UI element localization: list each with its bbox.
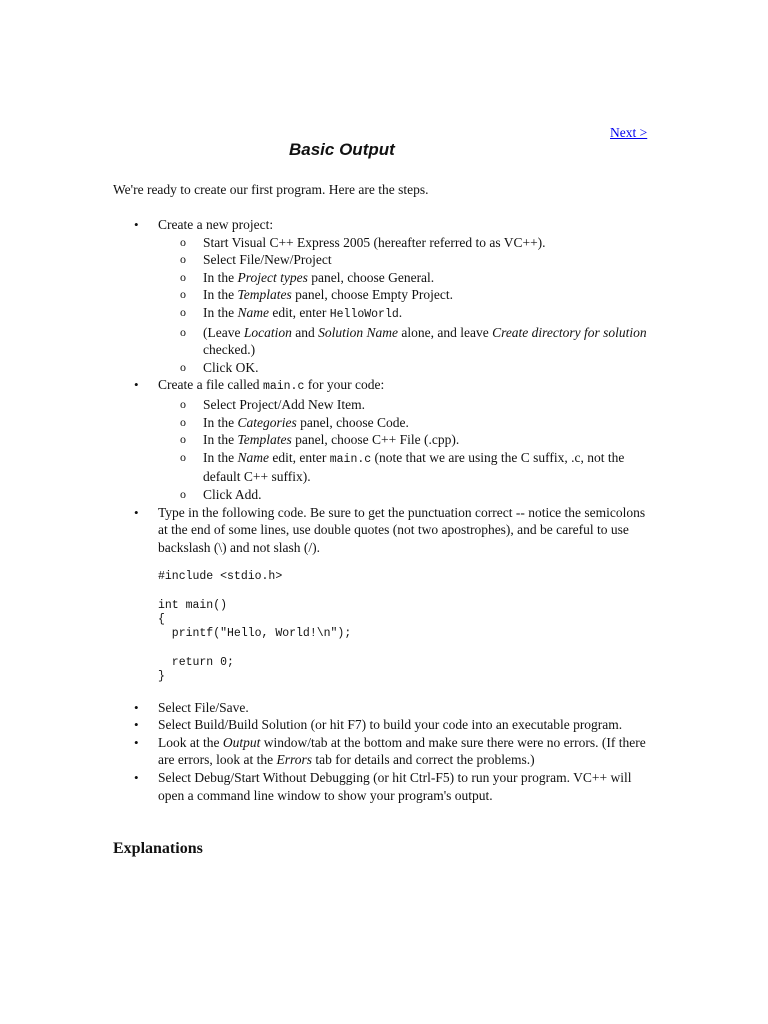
sub-item: o Select Project/Add New Item. — [158, 396, 658, 414]
text-span: Look at the — [158, 734, 223, 750]
sub-item — [158, 304, 658, 324]
list-item-save: • Select File/Save. — [113, 699, 658, 717]
sub-list — [158, 396, 658, 504]
text-span: for your code: — [304, 377, 385, 393]
text-span: panel, choose Code. — [296, 414, 409, 430]
sub-item — [158, 269, 658, 287]
sub-item — [158, 286, 658, 304]
text-span: (Leave — [203, 324, 244, 340]
text-span: (note that we are using the C suffix, .c, not the default C++ suffix). — [203, 449, 625, 485]
emphasis: Templates — [237, 432, 292, 448]
emphasis: Name — [237, 449, 269, 465]
text-span: In the — [203, 449, 238, 465]
inline-code: main.c — [262, 380, 305, 394]
step-text: Type in the following code. Be sure to get the punctuation correct -- notice the semicolons at the end of some lines, use double quotes (not two apostrophes), and be careful to use backslash (\) and not slash (/). — [158, 504, 646, 555]
sub-list — [158, 234, 658, 377]
sub-item — [158, 324, 658, 359]
text-span: In the — [203, 414, 238, 430]
emphasis: Templates — [237, 287, 292, 303]
emphasis: Solution Name — [318, 324, 398, 340]
emphasis: Output — [222, 734, 261, 750]
text-span: edit, enter — [269, 304, 330, 320]
text-span: In the — [203, 432, 238, 448]
list-item-build: • Select Build/Build Solution (or hit F7) to build your code into an executable program. — [113, 716, 658, 734]
list-item-create-project — [113, 216, 658, 376]
emphasis: Location — [243, 324, 292, 340]
sub-item: o Start Visual C++ Express 2005 (hereafter referred to as VC++). — [158, 234, 658, 252]
text-span: . — [398, 304, 403, 320]
list-item-run: • Select Debug/Start Without Debugging (or hit Ctrl-F5) to run your program. VC++ will open a command line window to show your program's output. — [113, 769, 658, 804]
text-span: window/tab at the bottom and make sure there were no errors. (If there are errors, look at the — [158, 734, 646, 768]
text-span: checked.) — [203, 342, 256, 358]
list-item-create-file — [113, 376, 658, 503]
step-text: Create a new project: — [158, 217, 274, 232]
text-span: panel, choose C++ File (.cpp). — [291, 432, 460, 448]
text-span: In the — [203, 287, 238, 303]
page-title: Basic Output — [289, 140, 395, 159]
section-heading-explanations: Explanations — [113, 840, 203, 857]
text-span: alone, and leave — [397, 324, 493, 340]
emphasis: Project types — [237, 269, 308, 285]
steps-content — [113, 216, 658, 804]
sub-item — [158, 449, 658, 486]
inline-code: main.c — [329, 452, 372, 466]
intro-paragraph: We're ready to create our first program. Here are the steps. — [113, 182, 429, 197]
next-link[interactable]: Next > — [610, 125, 648, 140]
text-span: tab for details and correct the problems.) — [311, 752, 535, 768]
text-span: edit, enter — [269, 449, 330, 465]
list-item-type-code — [113, 504, 658, 685]
steps-list — [113, 216, 658, 804]
sub-item — [158, 431, 658, 449]
sub-item — [158, 414, 658, 432]
emphasis: Create directory for solution — [492, 324, 647, 340]
text-span: In the — [203, 304, 238, 320]
sub-item: o Click OK. — [158, 359, 658, 377]
text-span: Create a file called — [158, 377, 263, 393]
inline-code: HelloWorld — [329, 307, 399, 321]
text-span: and — [291, 324, 319, 340]
text-span: panel, choose Empty Project. — [291, 287, 453, 303]
code-block: #include <stdio.h> int main() { printf("Hello, World!\n"); return 0; } — [158, 570, 352, 684]
text-span: panel, choose General. — [307, 269, 435, 285]
emphasis: Categories — [237, 414, 297, 430]
list-item-check-output — [113, 734, 658, 769]
emphasis: Name — [237, 304, 269, 320]
text-span: In the — [203, 269, 238, 285]
emphasis: Errors — [276, 752, 312, 768]
sub-item: o Select File/New/Project — [158, 251, 658, 269]
sub-item: o Click Add. — [158, 486, 658, 504]
